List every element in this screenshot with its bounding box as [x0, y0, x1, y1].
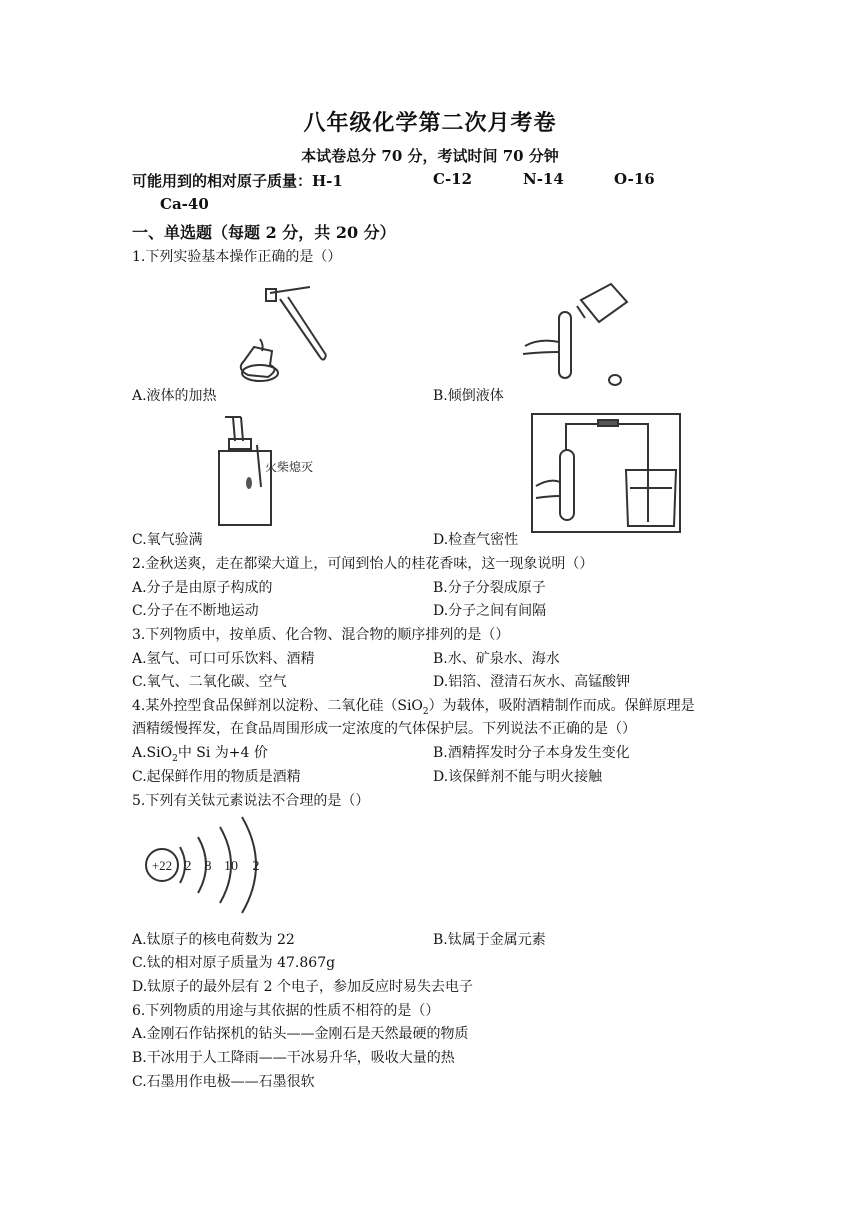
question-2-option-d: D.分子之间有间隔 [433, 603, 547, 619]
question-5-option-d: D.钛原子的最外层有 2 个电子，参加反应时易失去电子 [132, 979, 473, 995]
question-2-option-c: C.分子在不断地运动 [132, 603, 259, 619]
oxygen-check-figure [205, 415, 330, 527]
airtightness-check-figure [530, 410, 682, 534]
atomic-mass-n: N-14 [523, 170, 564, 188]
question-6-option-b: B.干冰用于人工降雨——干冰易升华，吸收大量的热 [132, 1050, 455, 1066]
question-5-option-a: A.钛原子的核电荷数为 22 [132, 932, 295, 948]
question-2-option-b: B.分子分裂成原子 [433, 580, 546, 596]
shell-3-electrons: 10 [224, 859, 238, 874]
titanium-atom-structure-figure [138, 815, 278, 920]
question-5-option-b: B.钛属于金属元素 [433, 932, 546, 948]
question-6-option-a: A.金刚石作钻探机的钻头——金刚石是天然最硬的物质 [132, 1026, 469, 1042]
atomic-mass-label: 可能用到的相对原子质量：H-1 [132, 172, 343, 190]
atomic-mass-o: O-16 [614, 170, 655, 188]
atomic-mass-c: C-12 [433, 170, 473, 188]
question-6-stem: 6.下列物质的用途与其依据的性质不相符的是（） [132, 1003, 440, 1019]
question-3-option-d: D.铝箔、澄清石灰水、高锰酸钾 [433, 674, 631, 690]
question-5-option-c: C.钛的相对原子质量为 47.867g [132, 955, 336, 971]
question-1-option-a: A.液体的加热 [132, 388, 217, 404]
question-1-option-d: D.检查气密性 [433, 532, 519, 548]
page-title: 八年级化学第二次月考卷 [303, 110, 557, 136]
question-3-option-c: C.氧气、二氧化碳、空气 [132, 674, 287, 690]
section-heading: 一、单选题（每题 2 分，共 20 分） [132, 223, 396, 242]
shell-4-electrons: 2 [252, 859, 260, 874]
question-3-option-a: A.氢气、可口可乐饮料、酒精 [132, 651, 315, 667]
question-4-option-b: B.酒精挥发时分子本身发生变化 [433, 745, 630, 761]
question-4-option-d: D.该保鲜剂不能与明火接触 [433, 769, 603, 785]
question-1-option-c: C.氧气验满 [132, 532, 203, 548]
question-6-option-c: C.石墨用作电极——石墨很软 [132, 1074, 315, 1090]
question-2-option-a: A.分子是由原子构成的 [132, 580, 273, 596]
question-5-stem: 5.下列有关钛元素说法不合理的是（） [132, 793, 370, 809]
question-4-stem-line-2: 酒精缓慢挥发，在食品周围形成一定浓度的气体保护层。下列说法不正确的是（） [132, 721, 636, 737]
question-1-stem: 1.下列实验基本操作正确的是（） [132, 249, 342, 265]
shell-1-electrons: 2 [184, 859, 192, 874]
question-2-stem: 2.金秋送爽，走在都梁大道上，可闻到怡人的桂花香味，这一现象说明（） [132, 556, 594, 572]
question-3-stem: 3.下列物质中，按单质、化合物、混合物的顺序排列的是（） [132, 627, 510, 643]
match-out-label: 火柴熄灭 [265, 460, 314, 474]
heating-liquid-figure [232, 285, 332, 390]
nucleus-charge: +22 [151, 858, 173, 873]
question-4-option-c: C.起保鲜作用的物质是酒精 [132, 769, 301, 785]
question-4-stem-line-1: 4.某外控型食品保鲜剂以淀粉、二氧化硅（SiO$_2$）为载体，吸附酒精制作而成。保鲜原理是 [132, 698, 695, 717]
exam-subtitle: 本试卷总分 70 分，考试时间 70 分钟 [301, 147, 559, 165]
question-4-option-a: A.SiO$_2$中 Si 为+4 价 [132, 745, 268, 764]
pouring-liquid-figure [515, 282, 635, 392]
question-1-option-b: B.倾倒液体 [433, 388, 504, 404]
shell-2-electrons: 8 [204, 859, 212, 874]
atomic-mass-ca: Ca-40 [160, 195, 209, 213]
question-3-option-b: B.水、矿泉水、海水 [433, 651, 560, 667]
